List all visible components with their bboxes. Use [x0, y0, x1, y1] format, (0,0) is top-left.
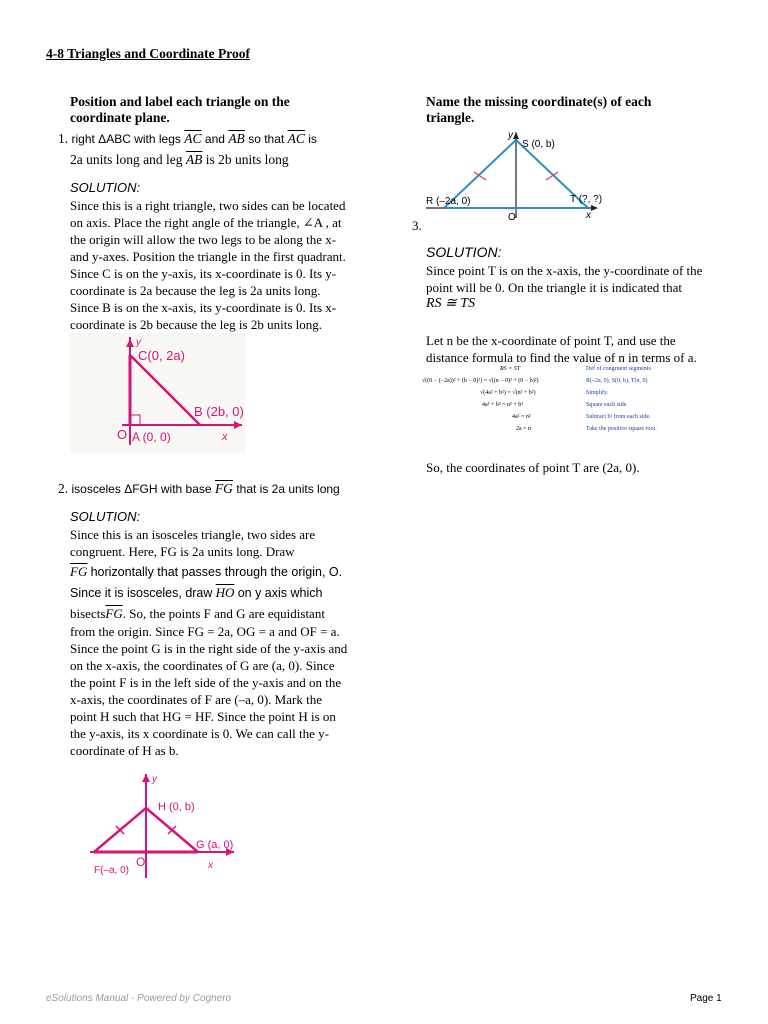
point-b-label: B (2b, 0): [194, 404, 244, 419]
x-axis-arrow: [591, 205, 598, 211]
point-s-label: S (0, b): [522, 139, 555, 150]
derivation-reason-5: Subtract b² from each side.: [586, 414, 651, 420]
y-axis-label: y: [508, 130, 513, 141]
graph-triangle-rst: [424, 126, 614, 222]
problem-1-prompt-2: 2a units long and leg $\overline{AB}$ is 2b units long: [70, 152, 289, 167]
point-h-label: H (0, b): [158, 801, 195, 813]
derivation-reason-3: Simplify.: [586, 390, 609, 396]
derivation-expr-1: RS = ST: [500, 366, 521, 372]
point-a-label: A (0, 0): [132, 430, 171, 444]
point-c-label: C(0, 2a): [138, 348, 185, 363]
point-t-label: T (?, ?): [570, 194, 603, 205]
problem-2-prompt: 2. isosceles ΔFGH with base $\overline{FG}$ that is 2a units long: [58, 481, 340, 496]
derivation-reason-2: R(–2a, 0), S(0, b), T(n, 0): [586, 378, 648, 384]
line-ho: Since it is isosceles, draw $\overline{HO}$ on y axis which: [70, 585, 323, 600]
left-instruction: Position and label each triangle on the coordinate plane.: [70, 94, 290, 125]
derivation-reason-6: Take the positive square root.: [586, 426, 657, 432]
problem-1-solution-label: SOLUTION:: [70, 180, 141, 195]
problem-3-conclusion: So, the coordinates of point T are (2a, 0).: [426, 460, 640, 475]
origin-label: O: [508, 212, 516, 222]
derivation-expr-2: √((0 − (−2a))² + (b − 0)²) = √((n − 0)² + (0 − b)²): [422, 378, 539, 384]
y-axis-arrow: [142, 774, 150, 782]
problem-2-solution-label: SOLUTION:: [70, 509, 141, 524]
derivation-reason-4: Square each side.: [586, 402, 628, 408]
congruence-statement: RS ≅ TS: [426, 296, 476, 311]
derivation-reason-1: Def of congruent segments: [586, 366, 651, 372]
y-axis-label: y: [136, 337, 141, 348]
line-bisect: $bisects\overline{FG}$. So, the points F and G are equidistant: [70, 606, 325, 621]
derivation-expr-4: 4a² + b² = n² + b²: [482, 402, 524, 408]
origin-label: O: [117, 427, 128, 442]
derivation-expr-5: 4a² = n²: [512, 414, 531, 420]
page-number: Page 1: [690, 993, 722, 1004]
footer-credit: eSolutions Manual - Powered by Cognero: [46, 993, 232, 1004]
y-axis-arrow: [513, 132, 519, 139]
graph-isosceles-fgh: [86, 772, 238, 884]
point-r-label: R (–2a, 0): [426, 196, 471, 207]
derivation-expr-6: 2a = n: [516, 426, 532, 432]
point-g-label: G (a, 0): [196, 839, 234, 851]
page-title: 4-8 Triangles and Coordinate Proof: [46, 46, 251, 61]
problem-3-number: 3.: [412, 218, 422, 233]
x-axis-label: x: [222, 431, 228, 443]
point-f-label: F(–a, 0): [94, 865, 130, 876]
derivation-expr-3: √(4a² + b²) = √(n² + b²): [480, 390, 536, 396]
y-axis-label: y: [152, 774, 157, 785]
graph-right-triangle-abc: [70, 333, 245, 453]
x-axis-label: x: [208, 860, 213, 871]
right-instruction: Name the missing coordinate(s) of each triangle.: [426, 94, 652, 125]
problem-3-solution-label: SOLUTION:: [426, 244, 502, 260]
line-fg: $\overline{FG}$ horizontally that passes through the origin, O.: [70, 564, 343, 579]
problem-1-prompt: 1. right ΔABC with legs $\overline{AC}$ and $\overline{AB}$ so that $\overline{AC}$ is: [58, 131, 317, 146]
x-axis-label: x: [586, 210, 591, 221]
origin-label: O: [136, 855, 146, 869]
